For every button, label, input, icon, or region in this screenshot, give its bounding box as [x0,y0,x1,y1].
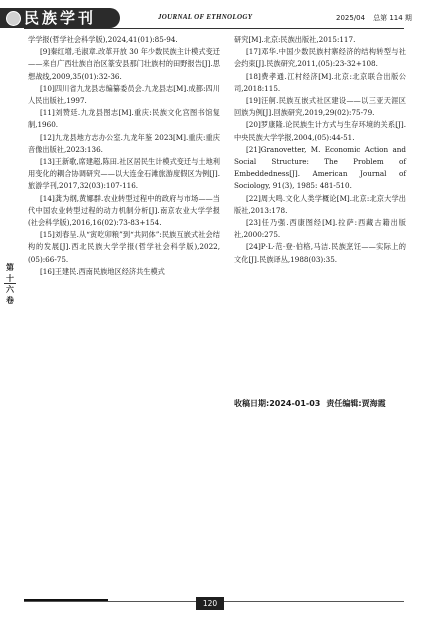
reference-entry: [9]秦红增,毛淑章.改革开放 30 年少数民族主计模式变迁——来自广西壮族自治区篆安县那门壮族村的田野报告[J].思想战线,2009,35(01):32-36. [28,47,220,81]
journal-title-cn: 民族学刊 [24,9,97,27]
responsible-editor: 责任编辑:贾海霞 [326,399,386,408]
reference-entry: [19]汪舸.民族互嵌式社区建设——以三亚天涯区回族为例[J].回族研究,2019,29(02):75-79. [234,96,406,118]
reference-entry: 学学报(哲学社会科学版),2024,41(01):85-94. [28,35,178,44]
reference-entry: [12]九龙县地方志办公室.九龙年鉴 2023[M].重庆:重庆音像出版社,2023:136. [28,132,220,154]
article-meta [234,398,406,409]
reference-entry: [21]Granovetter, M. Economic Action and Social Structure: The Problem of Embeddedness[J]. American Journal of Sociology, 91(3), 1985: 481-510. [234,144,406,191]
issue-number: 2025/04 [336,14,366,22]
reference-entry: 研究[M].北京:民族出版社,2015:117. [234,35,356,44]
logo-emblem-icon [6,11,21,26]
reference-entry: [22]周大鸣.文化人类学概论[M].北京:北京大学出版社,2013:178. [234,193,406,215]
reference-entry: [24]P·L·范·登·伯格,马洁.民族烹饪——实际上的文化[J].民族译丛,1988(03):35. [234,242,406,264]
header-rule [24,28,404,29]
references-left-column [28,34,220,278]
received-date: 收稿日期:2024-01-03 [234,399,321,408]
issue-info [336,13,412,23]
reference-entry: [10]四川省九龙县志编纂委员会.九龙县志[M].成都:四川人民出版社,1997. [28,83,220,106]
reference-entry: [13]王新歌,席建超,陈田.社区居民生计模式变迁与土地利用变化的耦合协调研究——以大连金石滩旅游度假区为例[J].旅游学刊,2017,32(03):107-116. [28,157,220,191]
reference-entry: [16]王建民.西南民族地区经济共生模式 [40,266,165,276]
reference-entry: [15]刘春呈.从“寅吃卯粮”到“共同体”:民族互嵌式社会结构的发展[J].西北民族大学学报(哲学社会科学版),2022,(05):66-75. [28,230,220,264]
side-label-divider [4,283,16,284]
page-number: 120 [196,597,224,610]
reference-entry: [23]任乃强.西康图经[M].拉萨:西藏古籍出版社,2000:275. [234,218,406,240]
journal-title-en: JOURNAL OF ETHNOLOGY [158,13,253,21]
reference-entry: [11]刘赞廷.九龙县图志[M].重庆:民族文化宫图书馆复制,1960. [28,108,220,130]
reference-entry: [18]费孝通.江村经济[M].北京:北京联合出版公司,2018:115. [234,71,406,93]
references-right-column [234,34,406,266]
reference-entry: [14]龚为纲,黄娜群.农业转型过程中的政府与市场——当代中国农业转型过程的动力机制分析[J].南京农业大学学报(社会科学版),2016,16(02):73-83+154. [28,193,220,228]
total-issue: 总第 114 期 [373,14,412,22]
volume-side-label: 第十六卷 [6,263,14,305]
page-header [0,0,427,38]
reference-entry: [17]邓华.中国少数民族村寨经济的结构转型与社会约束[J].民族研究,2011,(05):23-32+108. [234,47,406,69]
reference-entry: [20]罗康隆.论民族生计方式与生存环境的关系[J].中央民族大学学报,2004,(05):44-51. [234,120,406,142]
